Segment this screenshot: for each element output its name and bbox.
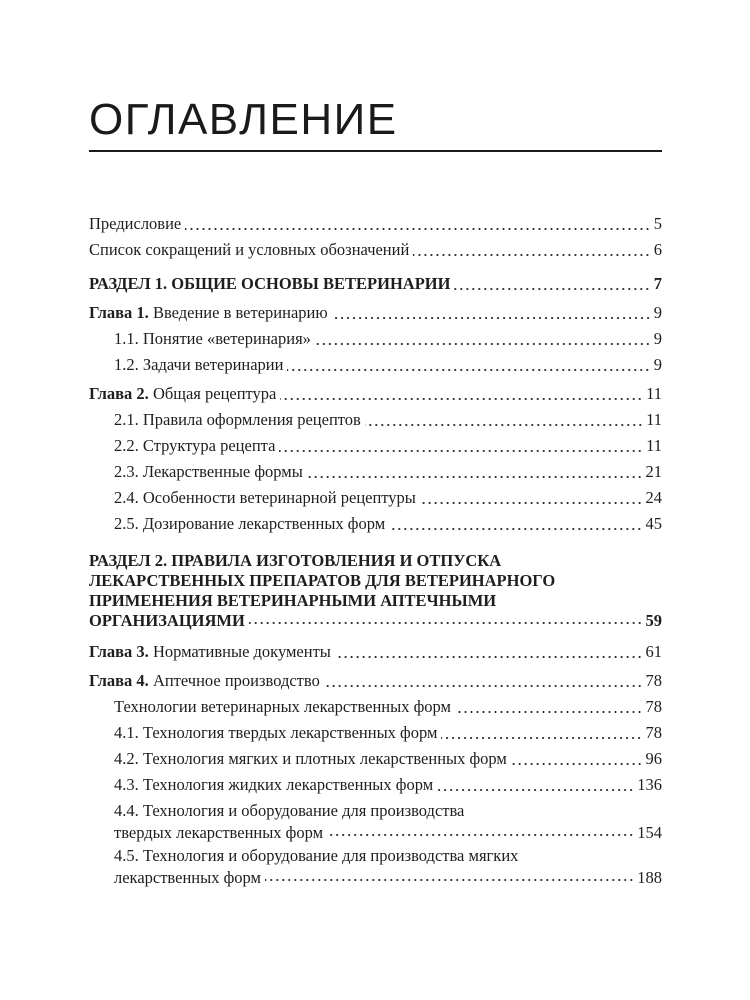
entry-text-line: 4.5. Технология и оборудование для производства мягких: [114, 846, 519, 865]
toc-entry-1-2[interactable]: [89, 352, 662, 378]
chapter-title: Общая рецептура: [152, 384, 277, 403]
entry-text: 2.1. Правила оформления рецептов: [114, 410, 361, 429]
chapter-label: Глава 4.: [89, 671, 149, 690]
page-number: 5: [653, 214, 662, 233]
toc-entry-part-1[interactable]: [89, 271, 662, 297]
entry-text: ОРГАНИЗАЦИЯМИ: [89, 611, 245, 630]
toc-entry-1-1[interactable]: [89, 326, 662, 352]
entry-text: 2.2. Структура рецепта: [114, 436, 276, 455]
toc-entry-4-5[interactable]: [89, 846, 662, 888]
entry-text: [89, 381, 276, 407]
part-2-last-line: [89, 611, 662, 631]
toc-entry-technologies[interactable]: [89, 694, 662, 720]
entry-text: Предисловие: [89, 214, 182, 233]
page-number: 11: [646, 384, 662, 403]
page-number: 96: [645, 749, 662, 768]
chapter-title: Нормативные документы: [152, 642, 331, 661]
toc-entry-2-5[interactable]: [89, 511, 662, 537]
leader-dots: [420, 502, 643, 504]
entry-text: 2.5. Дозирование лекарственных форм: [114, 514, 386, 533]
chapter-label: Глава 2.: [89, 384, 149, 403]
leader-dots: [280, 398, 643, 400]
toc-entry-4-3[interactable]: [89, 772, 662, 798]
leader-dots: [249, 622, 643, 624]
page-number: 11: [646, 410, 662, 429]
entry-text: 1.1. Понятие «ветеринария»: [114, 329, 311, 348]
chapter-title: Аптечное производство: [152, 671, 320, 690]
page-number: 59: [645, 611, 662, 630]
entry-text: 4.3. Технология жидких лекарственных форм: [114, 775, 434, 794]
leader-dots: [389, 528, 642, 530]
entry-text: [89, 300, 328, 326]
entry-text: Технологии ветеринарных лекарственных форм: [114, 697, 451, 716]
chapter-label: Глава 3.: [89, 642, 149, 661]
entry-text: Список сокращений и условных обозначений: [89, 240, 410, 259]
toc-entry-part-2[interactable]: [89, 551, 662, 631]
chapter-title: Введение в ветеринарию: [152, 303, 328, 322]
part-2-title-line: РАЗДЕЛ 2. ПРАВИЛА ИЗГОТОВЛЕНИЯ И ОТПУСКА: [89, 551, 502, 570]
toc-entry-chapter-1[interactable]: [89, 300, 662, 326]
page-number: 188: [637, 868, 662, 887]
toc-entry-4-1[interactable]: [89, 720, 662, 746]
page-number: 45: [645, 514, 662, 533]
leader-dots: [454, 288, 650, 290]
leader-dots: [327, 834, 634, 836]
page-number: 11: [646, 436, 662, 455]
entry-text-line: 4.4. Технология и оборудование для производства: [114, 801, 465, 820]
entry-text: 2.3. Лекарственные формы: [114, 462, 303, 481]
page-number: 9: [653, 303, 662, 322]
entry-text: РАЗДЕЛ 1. ОБЩИЕ ОСНОВЫ ВЕТЕРИНАРИИ: [89, 274, 451, 293]
leader-dots: [335, 656, 643, 658]
leader-dots: [437, 789, 634, 791]
leader-dots: [324, 685, 643, 687]
page-number: 24: [645, 488, 662, 507]
toc-entry-chapter-3[interactable]: [89, 639, 662, 665]
title-rule: [89, 150, 662, 152]
leader-dots: [332, 317, 651, 319]
page-number: 6: [653, 240, 662, 259]
entry-text: [89, 668, 320, 694]
toc-entry-abbreviations[interactable]: [89, 237, 662, 263]
toc-entry-chapter-2[interactable]: [89, 381, 662, 407]
page-number: 9: [653, 355, 662, 374]
part-2-title-line: ПРИМЕНЕНИЯ ВЕТЕРИНАРНЫМИ АПТЕЧНЫМИ: [89, 591, 497, 610]
entry-last-line: [114, 822, 662, 843]
page-number: 154: [637, 823, 662, 842]
leader-dots: [365, 424, 643, 426]
entry-last-line: [114, 867, 662, 888]
entry-text: 2.4. Особенности ветеринарной рецептуры: [114, 488, 416, 507]
entry-text: 1.2. Задачи ветеринарии: [114, 355, 284, 374]
page-number: 136: [637, 775, 662, 794]
toc-entry-4-4[interactable]: [89, 801, 662, 843]
page-number: 7: [653, 274, 662, 293]
page-number: 9: [653, 329, 662, 348]
leader-dots: [315, 343, 651, 345]
leader-dots: [265, 879, 634, 881]
entry-text: твердых лекарственных форм: [114, 823, 324, 842]
table-of-contents: [89, 211, 662, 888]
part-2-title-line: ЛЕКАРСТВЕННЫХ ПРЕПАРАТОВ ДЛЯ ВЕТЕРИНАРНОГО: [89, 571, 556, 590]
page-number: 21: [645, 462, 662, 481]
page-number: 78: [645, 697, 662, 716]
toc-entry-2-2[interactable]: [89, 433, 662, 459]
entry-text: 4.1. Технология твердых лекарственных форм: [114, 723, 438, 742]
leader-dots: [441, 737, 642, 739]
toc-entry-2-3[interactable]: [89, 459, 662, 485]
leader-dots: [413, 254, 650, 256]
toc-entry-2-4[interactable]: [89, 485, 662, 511]
leader-dots: [511, 763, 643, 765]
entry-text: 4.2. Технология мягких и плотных лекарственных форм: [114, 749, 507, 768]
page-number: 61: [645, 642, 662, 661]
leader-dots: [185, 228, 651, 230]
toc-entry-2-1[interactable]: [89, 407, 662, 433]
chapter-label: Глава 1.: [89, 303, 149, 322]
page-number: 78: [645, 671, 662, 690]
page-title: ОГЛАВЛЕНИЕ: [89, 95, 398, 144]
toc-entry-preface[interactable]: [89, 211, 662, 237]
entry-text: лекарственных форм: [114, 868, 261, 887]
leader-dots: [287, 369, 650, 371]
page-number: 78: [645, 723, 662, 742]
leader-dots: [279, 450, 643, 452]
toc-entry-chapter-4[interactable]: [89, 668, 662, 694]
leader-dots: [307, 476, 643, 478]
leader-dots: [455, 711, 643, 713]
toc-entry-4-2[interactable]: [89, 746, 662, 772]
entry-text: [89, 639, 331, 665]
